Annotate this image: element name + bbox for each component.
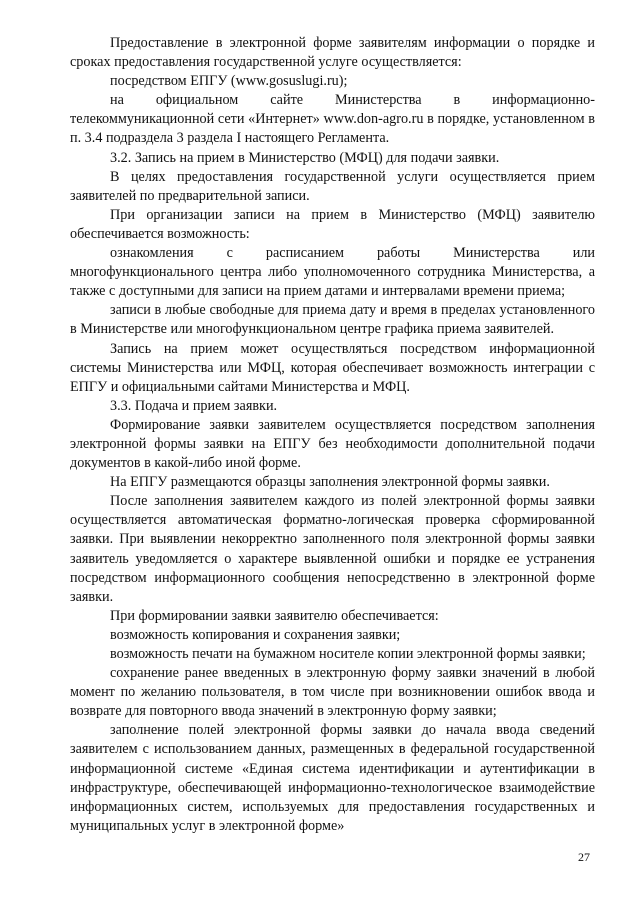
paragraph: После заполнения заявителем каждого из полей электронной формы заявки осуществляется автоматическая форматно-логическая проверка сформированной заявки. При выявлении некорректно заполненного поля электронной формы заявки заявитель уведомляется о характере выявленной ошибки и порядке ее устранения посредством информационного сообщения непосредственно в электронной форме заявки. [70,493,595,605]
paragraph: на официальном сайте Министерства в информационно-телекоммуникационной сети «Интернет» www.don-agro.ru в порядке, установленном в п. 3.4 подраздела 3 раздела I настоящего Регламента. [70,92,595,147]
paragraph: Предоставление в электронной форме заявителям информации о порядке и сроках предоставления государственной услуге осуществляется: [70,35,595,71]
paragraph: записи в любые свободные для приема дату и время в пределах установленного в Министерстве или многофункциональном центре графика приема заявителей. [70,302,595,338]
paragraph: возможность копирования и сохранения заявки; [110,626,401,643]
paragraph: При формировании заявки заявителю обеспечивается: [110,607,439,624]
paragraph: сохранение ранее введенных в электронную форму заявки значений в любой момент по желанию пользователя, в том числе при возникновении ошибок ввода и возврате для повторного ввода значений в электронную форму заявки; [70,665,595,720]
paragraph: посредством ЕПГУ (www.gosuslugi.ru); [110,73,348,90]
paragraph: При организации записи на прием в Министерство (МФЦ) заявителю обеспечивается возможность: [70,206,595,242]
page-number: 27 [578,850,590,864]
section-heading: 3.2. Запись на прием в Министерство (МФЦ) для подачи заявки. [110,149,500,166]
paragraph: Формирование заявки заявителем осуществляется посредством заполнения электронной формы заявки на ЕПГУ без необходимости дополнительной подачи документов в какой-либо иной форме. [70,416,595,472]
paragraph: Запись на прием может осуществляться посредством информационной системы Министерства или МФЦ, которая обеспечивает возможность интеграции с ЕПГУ и официальными сайтами Министерства и МФЦ. [70,340,595,395]
paragraph: ознакомления с расписанием работы Министерства или многофункционального центра либо уполномоченного сотрудника Министерства, а также с доступными для записи на прием датами и интервалами времени приема; [70,245,595,300]
paragraph: На ЕПГУ размещаются образцы заполнения электронной формы заявки. [110,474,550,491]
paragraph: заполнение полей электронной формы заявки до начала ввода сведений заявителем с использованием данных, размещенных в федеральной государственной информационной системе «Единая система идентификации и аутентификации в инфраструктуре, обеспечивающей информационно-технологическое взаимодействие информационных систем, используемых для предоставления государственных и муниципальных услуг в электронной форме» [70,722,595,834]
paragraph: возможность печати на бумажном носителе копии электронной формы заявки; [110,646,586,662]
section-heading: 3.3. Подача и прием заявки. [110,397,278,414]
paragraph: В целях предоставления государственной услуги осуществляется прием заявителей по предварительной записи. [70,168,595,204]
document-body [70,34,595,836]
